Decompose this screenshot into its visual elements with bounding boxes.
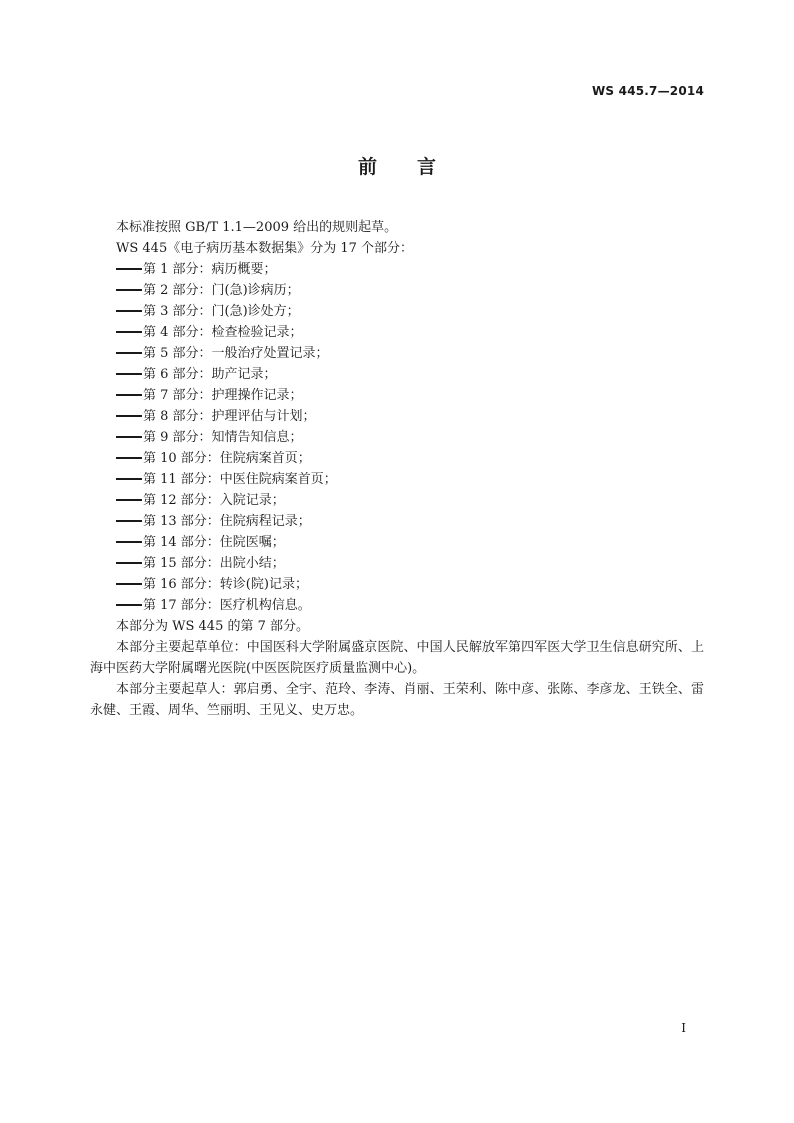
dash-mark <box>116 268 142 270</box>
dash-mark <box>116 415 142 417</box>
list-item <box>90 301 704 322</box>
dash-mark <box>116 289 142 291</box>
dash-mark <box>116 478 142 480</box>
drafting-units: 本部分主要起草单位：中国医科大学附属盛京医院、中国人民解放军第四军医大学卫生信息研究所、上海中医药大学附属曙光医院(中医医院医疗质量监测中心)。 <box>90 640 704 676</box>
dash-mark <box>116 373 142 375</box>
dash-mark <box>116 457 142 459</box>
parts-list <box>90 259 704 616</box>
title-char-1: 前 <box>357 156 377 178</box>
part-label: 第 9 部分：知情告知信息； <box>143 430 303 445</box>
dash-mark <box>116 352 142 354</box>
list-item <box>90 595 704 616</box>
list-item <box>90 364 704 385</box>
list-item <box>90 280 704 301</box>
dash-mark <box>116 499 142 501</box>
drafting-persons: 本部分主要起草人：郭启勇、全宇、范玲、李涛、肖丽、王荣利、陈中彦、张陈、李彦龙、王铁全、雷永健、王霞、周华、竺丽明、王见义、史万忠。 <box>90 682 704 718</box>
part-label: 第 16 部分：转诊(院)记录； <box>143 577 308 592</box>
dash-mark <box>116 562 142 564</box>
part-label: 第 14 部分：住院医嘱； <box>143 535 285 550</box>
part-label: 第 17 部分：医疗机构信息。 <box>143 598 311 613</box>
list-item <box>90 322 704 343</box>
intro-paragraph-parts: WS 445《电子病历基本数据集》分为 17 个部分： <box>116 241 414 256</box>
dash-mark <box>116 310 142 312</box>
part-label: 第 8 部分：护理评估与计划； <box>143 409 316 424</box>
foreword-body <box>90 217 704 721</box>
dash-mark <box>116 583 142 585</box>
part-label: 第 12 部分：入院记录； <box>143 493 285 508</box>
part-label: 第 2 部分：门(急)诊病历； <box>143 283 300 298</box>
list-item <box>90 532 704 553</box>
list-item <box>90 553 704 574</box>
list-item <box>90 469 704 490</box>
dash-mark <box>116 541 142 543</box>
intro-paragraph-rules: 本标准按照 GB/T 1.1—2009 给出的规则起草。 <box>116 220 398 235</box>
list-item <box>90 259 704 280</box>
dash-mark <box>116 436 142 438</box>
part-label: 第 7 部分：护理操作记录； <box>143 388 303 403</box>
list-item <box>90 406 704 427</box>
part-label: 第 3 部分：门(急)诊处方； <box>143 304 300 319</box>
list-item <box>90 343 704 364</box>
part-label: 第 11 部分：中医住院病案首页； <box>143 472 337 487</box>
list-item <box>90 574 704 595</box>
dash-mark <box>116 520 142 522</box>
part-label: 第 6 部分：助产记录； <box>143 367 277 382</box>
standard-code: WS 445.7—2014 <box>591 84 704 98</box>
dash-mark <box>116 331 142 333</box>
page-title <box>0 152 794 179</box>
list-item <box>90 511 704 532</box>
list-item <box>90 448 704 469</box>
list-item <box>90 385 704 406</box>
part-label: 第 1 部分：病历概要； <box>143 262 277 277</box>
dash-mark <box>116 394 142 396</box>
list-item <box>90 427 704 448</box>
dash-mark <box>116 604 142 606</box>
part-label: 第 13 部分：住院病程记录； <box>143 514 311 529</box>
part-label: 第 4 部分：检查检验记录； <box>143 325 303 340</box>
page-number: I <box>681 1021 686 1035</box>
part-statement: 本部分为 WS 445 的第 7 部分。 <box>116 619 310 634</box>
part-label: 第 15 部分：出院小结； <box>143 556 285 571</box>
part-label: 第 10 部分：住院病案首页； <box>143 451 311 466</box>
list-item <box>90 490 704 511</box>
part-label: 第 5 部分：一般治疗处置记录； <box>143 346 329 361</box>
title-char-2: 言 <box>417 156 437 178</box>
